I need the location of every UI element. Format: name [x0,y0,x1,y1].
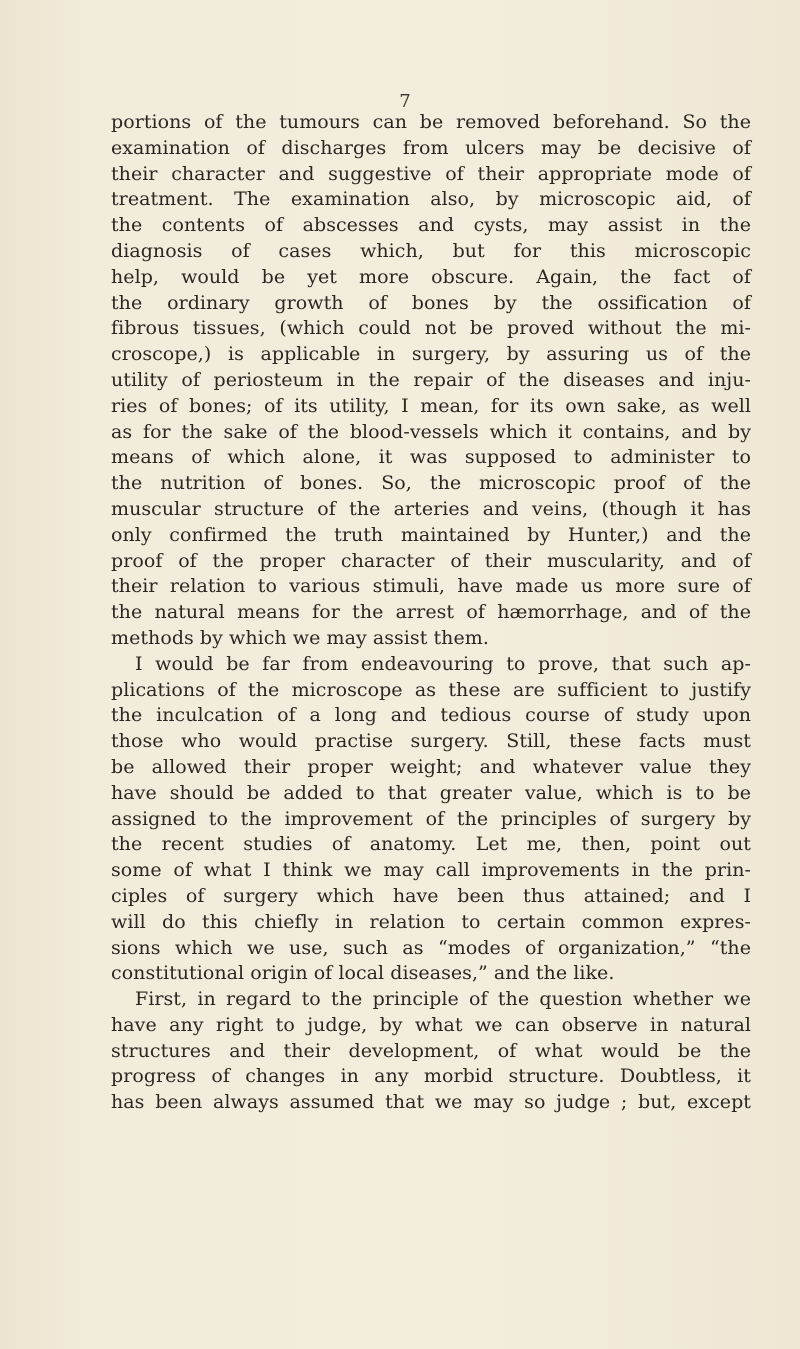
text-line: constitutional origin of local diseases,” and the like. [111,962,615,985]
text-line: have should be added to that greater value, which is to be [111,781,751,804]
text-line: assigned to the improvement of the principles of surgery by [111,807,751,830]
text-line: First, in regard to the principle of the question whether we [135,988,751,1011]
text-line: their character and suggestive of their appropriate mode of [111,162,751,185]
text-line: the natural means for the arrest of hæmorrhage, and of the [111,601,751,624]
text-line: croscope,) is applicable in surgery, by assuring us of the [111,343,751,366]
text-line: help, would be yet more obscure. Again, the fact of [111,265,751,288]
text-line: have any right to judge, by what we can observe in natural [111,1013,751,1036]
text-line: those who would practise surgery. Still, these facts must [111,730,751,753]
text-line: sions which we use, such as “modes of organization,” “the [111,936,751,959]
text-line: methods by which we may assist them. [111,626,489,649]
text-line: the nutrition of bones. So, the microscopic proof of the [111,472,751,495]
text-line: has been always assumed that we may so judge ; but, except [111,1091,751,1114]
text-line: the ordinary growth of bones by the ossification of [111,291,751,314]
text-line: diagnosis of cases which, but for this microscopic [111,239,751,262]
text-line: means of which alone, it was supposed to administer to [111,446,751,469]
text-line: structures and their development, of what would be the [111,1039,751,1062]
text-line: ciples of surgery which have been thus attained; and I [111,884,751,907]
text-line: muscular structure of the arteries and veins, (though it has [111,497,751,520]
text-line: utility of periosteum in the repair of the diseases and inju- [111,368,751,391]
text-line: as for the sake of the blood-vessels which it contains, and by [111,420,751,443]
text-line: fibrous tissues, (which could not be proved without the mi- [111,317,751,340]
text-line: their relation to various stimuli, have made us more sure of [111,575,751,598]
text-line: progress of changes in any morbid structure. Doubtless, it [111,1065,751,1088]
text-line: the recent studies of anatomy. Let me, then, point out [111,833,751,856]
text-line: proof of the proper character of their muscularity, and of [111,549,751,572]
text-line: will do this chiefly in relation to certain common expres- [111,910,751,933]
page-number: 7 [399,91,411,112]
text-line: ries of bones; of its utility, I mean, for its own sake, as well [111,394,751,417]
text-line: treatment. The examination also, by microscopic aid, of [111,188,751,211]
text-line: some of what I think we may call improvements in the prin- [111,859,751,882]
text-line: only confirmed the truth maintained by Hunter,) and the [111,523,751,546]
text-line: examination of discharges from ulcers may be decisive of [111,136,751,159]
text-line: the contents of abscesses and cysts, may assist in the [111,214,751,237]
text-line: plications of the microscope as these are sufficient to justify [111,678,751,701]
body-text [111,110,751,1116]
text-line: be allowed their proper weight; and whatever value they [111,755,751,778]
text-line: I would be far from endeavouring to prove, that such ap- [135,652,751,675]
text-line: the inculcation of a long and tedious course of study upon [111,704,751,727]
text-line: portions of the tumours can be removed beforehand. So the [111,111,751,133]
